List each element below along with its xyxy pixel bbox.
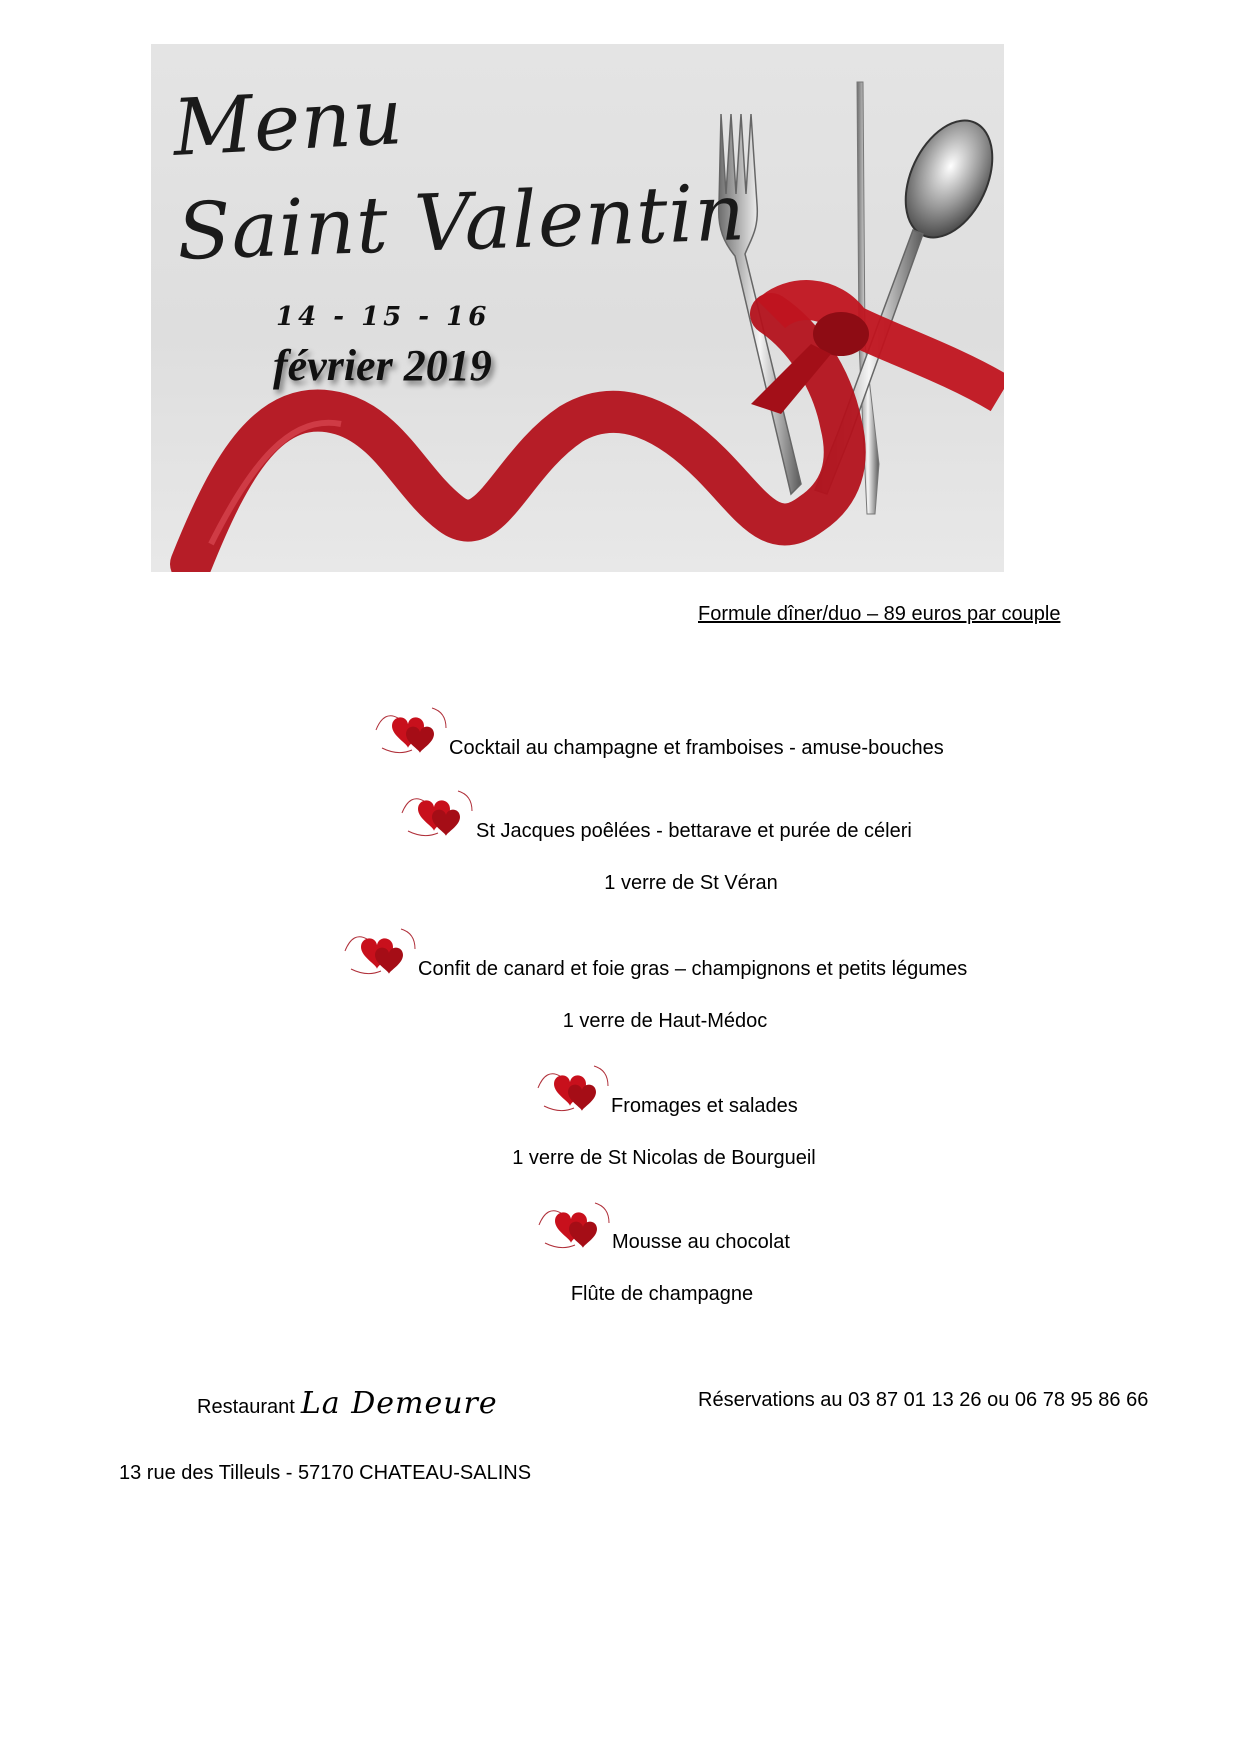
reservations: Réservations au 03 87 01 13 26 ou 06 78 95 86 66 [698, 1389, 1149, 1411]
hearts-icon [534, 1058, 612, 1116]
restaurant-line [197, 1386, 498, 1421]
hearts-icon [398, 783, 476, 841]
wine-2: 1 verre de St Véran [604, 872, 778, 894]
course-1: Cocktail au champagne et framboises - amuse-bouches [449, 737, 944, 759]
course-2: St Jacques poêlées - bettarave et purée de céleri [476, 820, 912, 842]
banner-dates: 14 - 15 - 16 [276, 302, 491, 332]
banner-image [151, 44, 1004, 572]
wine-4: 1 verre de St Nicolas de Bourgueil [512, 1147, 816, 1169]
restaurant-name: La Demeure [300, 1386, 498, 1421]
hearts-icon [535, 1195, 613, 1253]
wine-5: Flûte de champagne [570, 1283, 754, 1305]
banner-title-saint-valentin: Saint Valentin [175, 168, 748, 278]
restaurant-prefix: Restaurant [197, 1396, 295, 1418]
hearts-icon [372, 700, 450, 758]
offer-label: Formule dîner/duo – 89 euros par couple [698, 603, 1061, 625]
address: 13 rue des Tilleuls - 57170 CHATEAU-SALINS [119, 1462, 532, 1484]
banner-title-menu: Menu [170, 72, 406, 174]
hearts-icon [341, 921, 419, 979]
course-5: Mousse au chocolat [612, 1231, 790, 1253]
banner-month: février 2019 [273, 341, 492, 390]
course-4: Fromages et salades [611, 1095, 798, 1117]
wine-3: 1 verre de Haut-Médoc [562, 1010, 768, 1032]
course-3: Confit de canard et foie gras – champignons et petits légumes [418, 958, 968, 980]
